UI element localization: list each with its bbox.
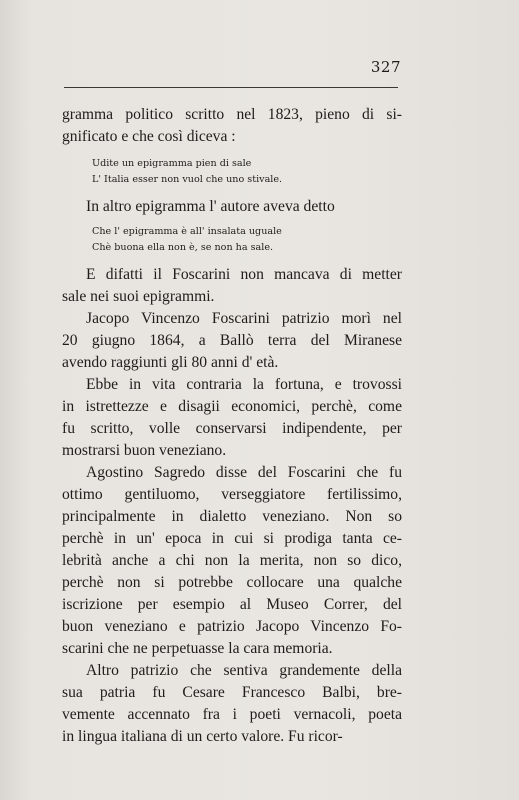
text-line: buon veneziano e patrizio Jacopo Vincenzo Fo- (62, 618, 402, 635)
text-line: E difatti il Foscarini non mancava di metter (86, 266, 402, 283)
text-line: gnificato e che così diceva : (62, 128, 236, 145)
paragraph (62, 462, 402, 660)
verse-line: Udite un epigramma pien di sale (92, 158, 252, 169)
text-line: in istrettezze e disagii economici, perchè, come (62, 398, 402, 415)
paragraph (62, 196, 402, 218)
text-line: vemente accennato fra i poeti vernacoli, poeta (62, 706, 402, 723)
text-line: 20 giugno 1864, a Ballò terra del Miranese (62, 332, 402, 349)
paragraph (62, 374, 402, 462)
verse-line: L' Italia esser non vuol che uno stivale. (92, 174, 283, 185)
text-line: Agostino Sagredo disse del Foscarini che fu (86, 464, 402, 481)
paragraph (62, 660, 402, 748)
text-line: fu scritto, volle conservarsi indipendente, per (62, 420, 402, 437)
text-line: Altro patrizio che sentiva grandemente della (86, 662, 402, 679)
verse-quote (92, 224, 402, 256)
header-rule (64, 87, 398, 88)
text-line: perchè in un' epoca in cui si prodiga tanta ce- (62, 530, 402, 547)
text-line: principalmente in dialetto veneziano. Non so (62, 508, 402, 525)
page-number: 327 (370, 58, 401, 76)
text-line: avendo raggiunti gli 80 anni d' età. (62, 354, 279, 371)
text-line: In altro epigramma l' autore aveva detto (86, 198, 335, 215)
text-line: sua patria fu Cesare Francesco Balbi, bre- (62, 684, 402, 701)
text-line: in lingua italiana di un certo valore. Fu ricor- (62, 728, 343, 745)
verse-quote (92, 156, 402, 188)
paragraph (62, 104, 402, 148)
text-line: Jacopo Vincenzo Foscarini patrizio morì nel (86, 310, 402, 327)
text-line: iscrizione per esempio al Museo Correr, del (62, 596, 402, 613)
text-line: sale nei suoi epigrammi. (62, 288, 215, 305)
text-line: lebrità anche a chi non la merita, non so dico, (62, 552, 402, 569)
paragraph (62, 264, 402, 308)
body-text (62, 104, 402, 748)
text-line: gramma politico scritto nel 1823, pieno di si- (62, 106, 402, 123)
text-line: ottimo gentiluomo, verseggiatore fertilissimo, (62, 486, 402, 503)
verse-line: Chè buona ella non è, se non ha sale. (92, 242, 274, 253)
text-line: perchè non si potrebbe collocare una qualche (62, 574, 402, 591)
verse-line: Che l' epigramma è all' insalata uguale (92, 226, 282, 237)
text-line: scarini che ne perpetuasse la cara memoria. (62, 640, 333, 657)
text-line: mostrarsi buon veneziano. (62, 442, 227, 459)
text-line: Ebbe in vita contraria la fortuna, e trovossi (86, 376, 402, 393)
paragraph (62, 308, 402, 374)
